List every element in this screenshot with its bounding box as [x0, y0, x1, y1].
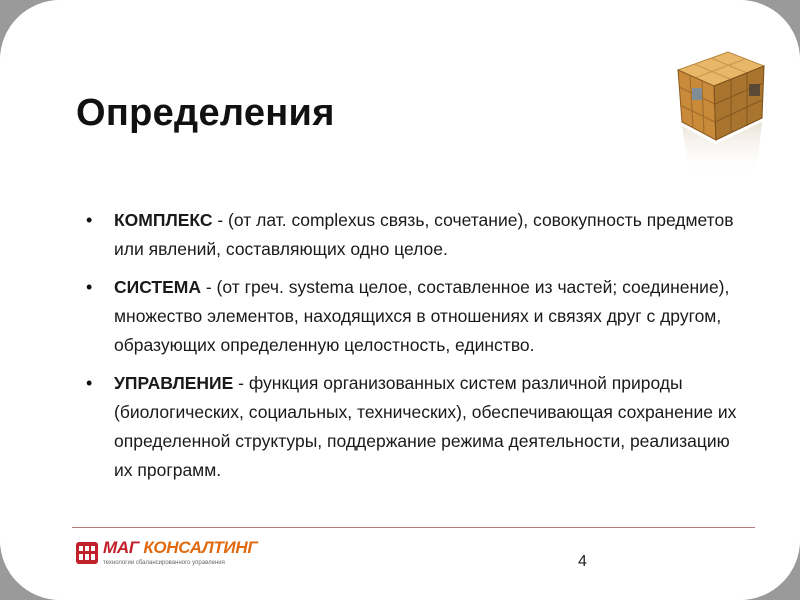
list-item: [86, 206, 746, 264]
page-number: 4: [578, 553, 587, 570]
bullet: •: [86, 277, 93, 297]
logo-tagline: технологии сбалансированного управления: [103, 560, 225, 566]
definition-text: [114, 369, 746, 485]
cube-icon: [670, 38, 770, 178]
definition-term: КОМПЛЕКС: [114, 210, 213, 230]
logo-icon: [76, 542, 98, 564]
bullet: •: [86, 210, 93, 230]
logo-name-part1: МАГ: [103, 538, 144, 557]
footer-divider: [72, 527, 755, 528]
definition-body: - (от лат. complexus связь, сочетание), совокупность предметов или явлений, составляющих одно целое.: [114, 210, 734, 259]
definition-term: УПРАВЛЕНИЕ: [114, 373, 234, 393]
definition-body: - (от греч. systema целое, составленное из частей; соединение), множество элементов, находящихся в отношениях и связях друг с другом, образующих определенную целостность, единство.: [114, 277, 730, 355]
logo-name: [103, 538, 257, 558]
definition-text: [114, 273, 746, 360]
definition-term: СИСТЕМА: [114, 277, 201, 297]
list-item: [86, 273, 746, 360]
logo-name-part2: КОНСАЛТИНГ: [143, 538, 258, 557]
definition-text: [114, 206, 746, 264]
definitions-list: [86, 206, 746, 494]
slide-title: Определения: [76, 92, 335, 134]
definition-body: - функция организованных систем различной природы (биологических, социальных, технических), обеспечивающая сохранение их определенной структуры, поддержание режима деятельности, реализацию их программ.: [114, 373, 737, 480]
list-item: [86, 369, 746, 485]
bullet: •: [86, 373, 93, 393]
